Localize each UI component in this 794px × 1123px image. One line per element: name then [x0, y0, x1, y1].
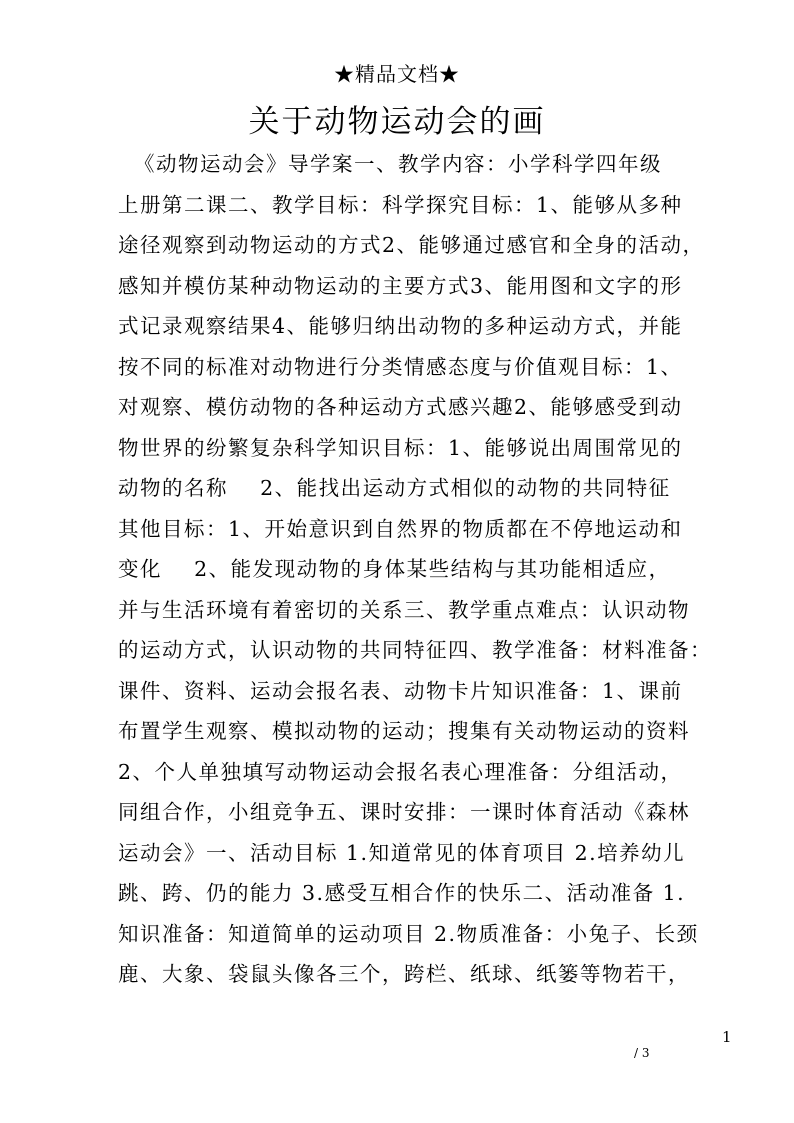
page-number: 1	[722, 1028, 732, 1046]
page-count: / 3	[634, 1046, 650, 1060]
document-title: 关于动物运动会的画	[248, 104, 546, 140]
body-line: 《动物运动会》导学案一、教学内容：小学科学四年级	[118, 152, 663, 176]
body-line: 上册第二课二、教学目标：科学探究目标：1、能够从多种	[118, 192, 683, 217]
body-line: 按不同的标准对动物进行分类情感态度与价值观目标：1、	[118, 354, 683, 379]
body-line: 课件、资料、运动会报名表、动物卡片知识准备：1、课前	[118, 678, 683, 703]
document-body	[118, 144, 712, 995]
body-line: 的运动方式，认识动物的共同特征四、教学准备：材料准备：	[118, 638, 712, 662]
body-line: 其他目标：1、开始意识到自然界的物质都在不停地运动和	[118, 516, 683, 541]
body-line: 布置学生观察、模拟动物的运动；搜集有关动物运动的资料	[118, 719, 690, 743]
body-line: 物世界的纷繁复杂科学知识目标：1、能够说出周围常见的	[118, 435, 683, 460]
body-line: 式记录观察结果4、能够归纳出动物的多种运动方式，并能	[118, 314, 683, 338]
body-line: 知识准备：知道简单的运动项目 2.物质准备：小兔子、长颈	[118, 921, 699, 946]
body-line: 并与生活环境有着密切的关系三、教学重点难点：认识动物	[118, 597, 690, 622]
body-line: 同组合作，小组竞争五、课时安排：一课时体育活动《森林	[118, 800, 690, 824]
body-line: 变化 2、能发现动物的身体某些结构与其功能相适应，	[118, 557, 671, 581]
body-line: 运动会》一、活动目标 1.知道常见的体育项目 2.培养幼儿	[118, 840, 686, 865]
page-header: ★精品文档★	[334, 62, 460, 86]
body-line: 2、个人单独填写动物运动会报名表心理准备：分组活动，	[118, 759, 683, 784]
body-line: 途径观察到动物运动的方式2、能够通过感官和全身的活动，	[118, 233, 705, 257]
body-line: 跳、跨、仍的能力 3.感受互相合作的快乐二、活动准备 1.	[118, 881, 686, 905]
body-line: 感知并模仿某种动物运动的主要方式3、能用图和文字的形	[118, 273, 683, 298]
body-line: 动物的名称 2、能找出运动方式相似的动物的共同特征	[118, 476, 671, 500]
body-line: 对观察、模仿动物的各种运动方式感兴趣2、能够感受到动	[118, 395, 683, 419]
body-line: 鹿、大象、袋鼠头像各三个，跨栏、纸球、纸篓等物若干，	[118, 962, 690, 986]
